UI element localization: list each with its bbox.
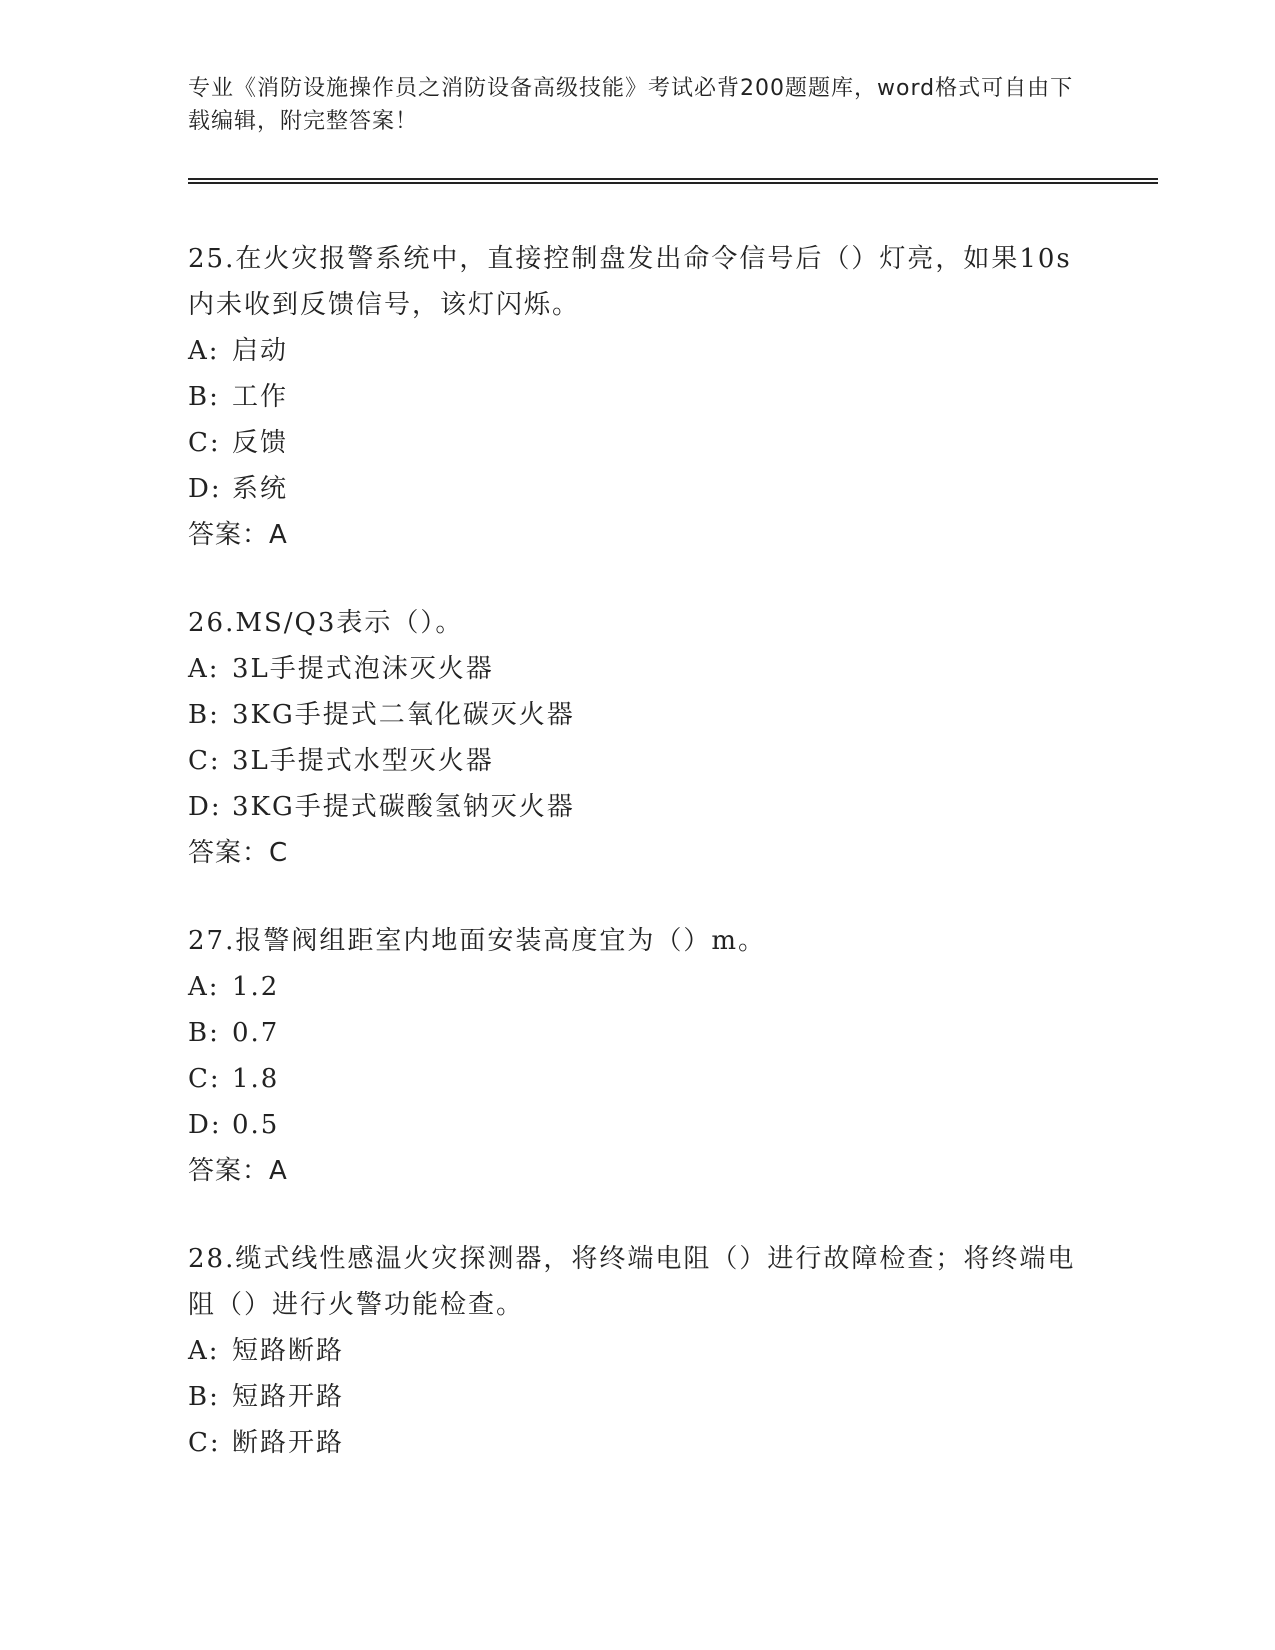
option-text: 断路开路 — [232, 1428, 345, 1458]
option-c — [188, 738, 1088, 784]
option-text: 0.5 — [232, 1110, 280, 1140]
option-text: 1.2 — [232, 972, 280, 1002]
option-letter: B: — [188, 1018, 220, 1048]
option-b — [188, 374, 1088, 420]
option-text: 反馈 — [232, 428, 289, 458]
option-c — [188, 1420, 1088, 1466]
option-letter: A: — [188, 972, 220, 1002]
option-c — [188, 1056, 1088, 1102]
option-letter: C: — [188, 428, 221, 458]
option-letter: B: — [188, 700, 220, 730]
option-text: 启动 — [232, 336, 289, 366]
option-text: 3L手提式水型灭火器 — [232, 746, 494, 776]
option-d — [188, 1102, 1088, 1148]
option-d — [188, 466, 1088, 512]
option-b — [188, 692, 1088, 738]
question-26 — [188, 600, 1088, 876]
option-text: 短路开路 — [232, 1382, 345, 1412]
option-letter: B: — [188, 1382, 220, 1412]
question-text: 25.在火灾报警系统中，直接控制盘发出命令信号后（）灯亮，如果10s内未收到反馈信号，该灯闪烁。 — [188, 244, 1072, 320]
option-b — [188, 1374, 1088, 1420]
option-letter: C: — [188, 1064, 221, 1094]
header-text: 专业《消防设施操作员之消防设备高级技能》考试必背200题题库，word格式可自由下载编辑，附完整答案！ — [188, 76, 1074, 134]
answer-text: 答案：A — [188, 1156, 288, 1186]
option-c — [188, 420, 1088, 466]
option-text: 短路断路 — [232, 1336, 345, 1366]
option-text: 工作 — [232, 382, 289, 412]
option-letter: D: — [188, 474, 222, 504]
option-text: 3L手提式泡沫灭火器 — [232, 654, 494, 684]
answer-text: 答案：C — [188, 838, 289, 868]
option-text: 3KG手提式碳酸氢钠灭火器 — [232, 792, 575, 822]
option-text: 3KG手提式二氧化碳灭火器 — [232, 700, 575, 730]
question-27 — [188, 918, 1088, 1194]
option-text: 系统 — [232, 474, 289, 504]
option-a — [188, 1328, 1088, 1374]
header-divider — [188, 178, 1158, 184]
option-text: 0.7 — [232, 1018, 280, 1048]
question-text: 27.报警阀组距室内地面安装高度宜为（）m。 — [188, 926, 767, 956]
question-28 — [188, 1236, 1088, 1466]
option-letter: C: — [188, 746, 221, 776]
option-letter: A: — [188, 1336, 220, 1366]
option-letter: A: — [188, 336, 220, 366]
question-25 — [188, 236, 1088, 558]
option-a — [188, 964, 1088, 1010]
answer-text: 答案：A — [188, 520, 288, 550]
option-letter: B: — [188, 382, 220, 412]
question-text: 28.缆式线性感温火灾探测器，将终端电阻（）进行故障检查；将终端电阻（）进行火警功能检查。 — [188, 1244, 1076, 1320]
option-letter: D: — [188, 1110, 222, 1140]
option-letter: D: — [188, 792, 222, 822]
option-letter: A: — [188, 654, 220, 684]
question-list — [188, 236, 1088, 1508]
option-letter: C: — [188, 1428, 221, 1458]
option-text: 1.8 — [232, 1064, 280, 1094]
option-a — [188, 646, 1088, 692]
option-d — [188, 784, 1088, 830]
option-a — [188, 328, 1088, 374]
question-text: 26.MS/Q3表示（）。 — [188, 608, 464, 638]
document-header — [188, 72, 1088, 138]
option-b — [188, 1010, 1088, 1056]
